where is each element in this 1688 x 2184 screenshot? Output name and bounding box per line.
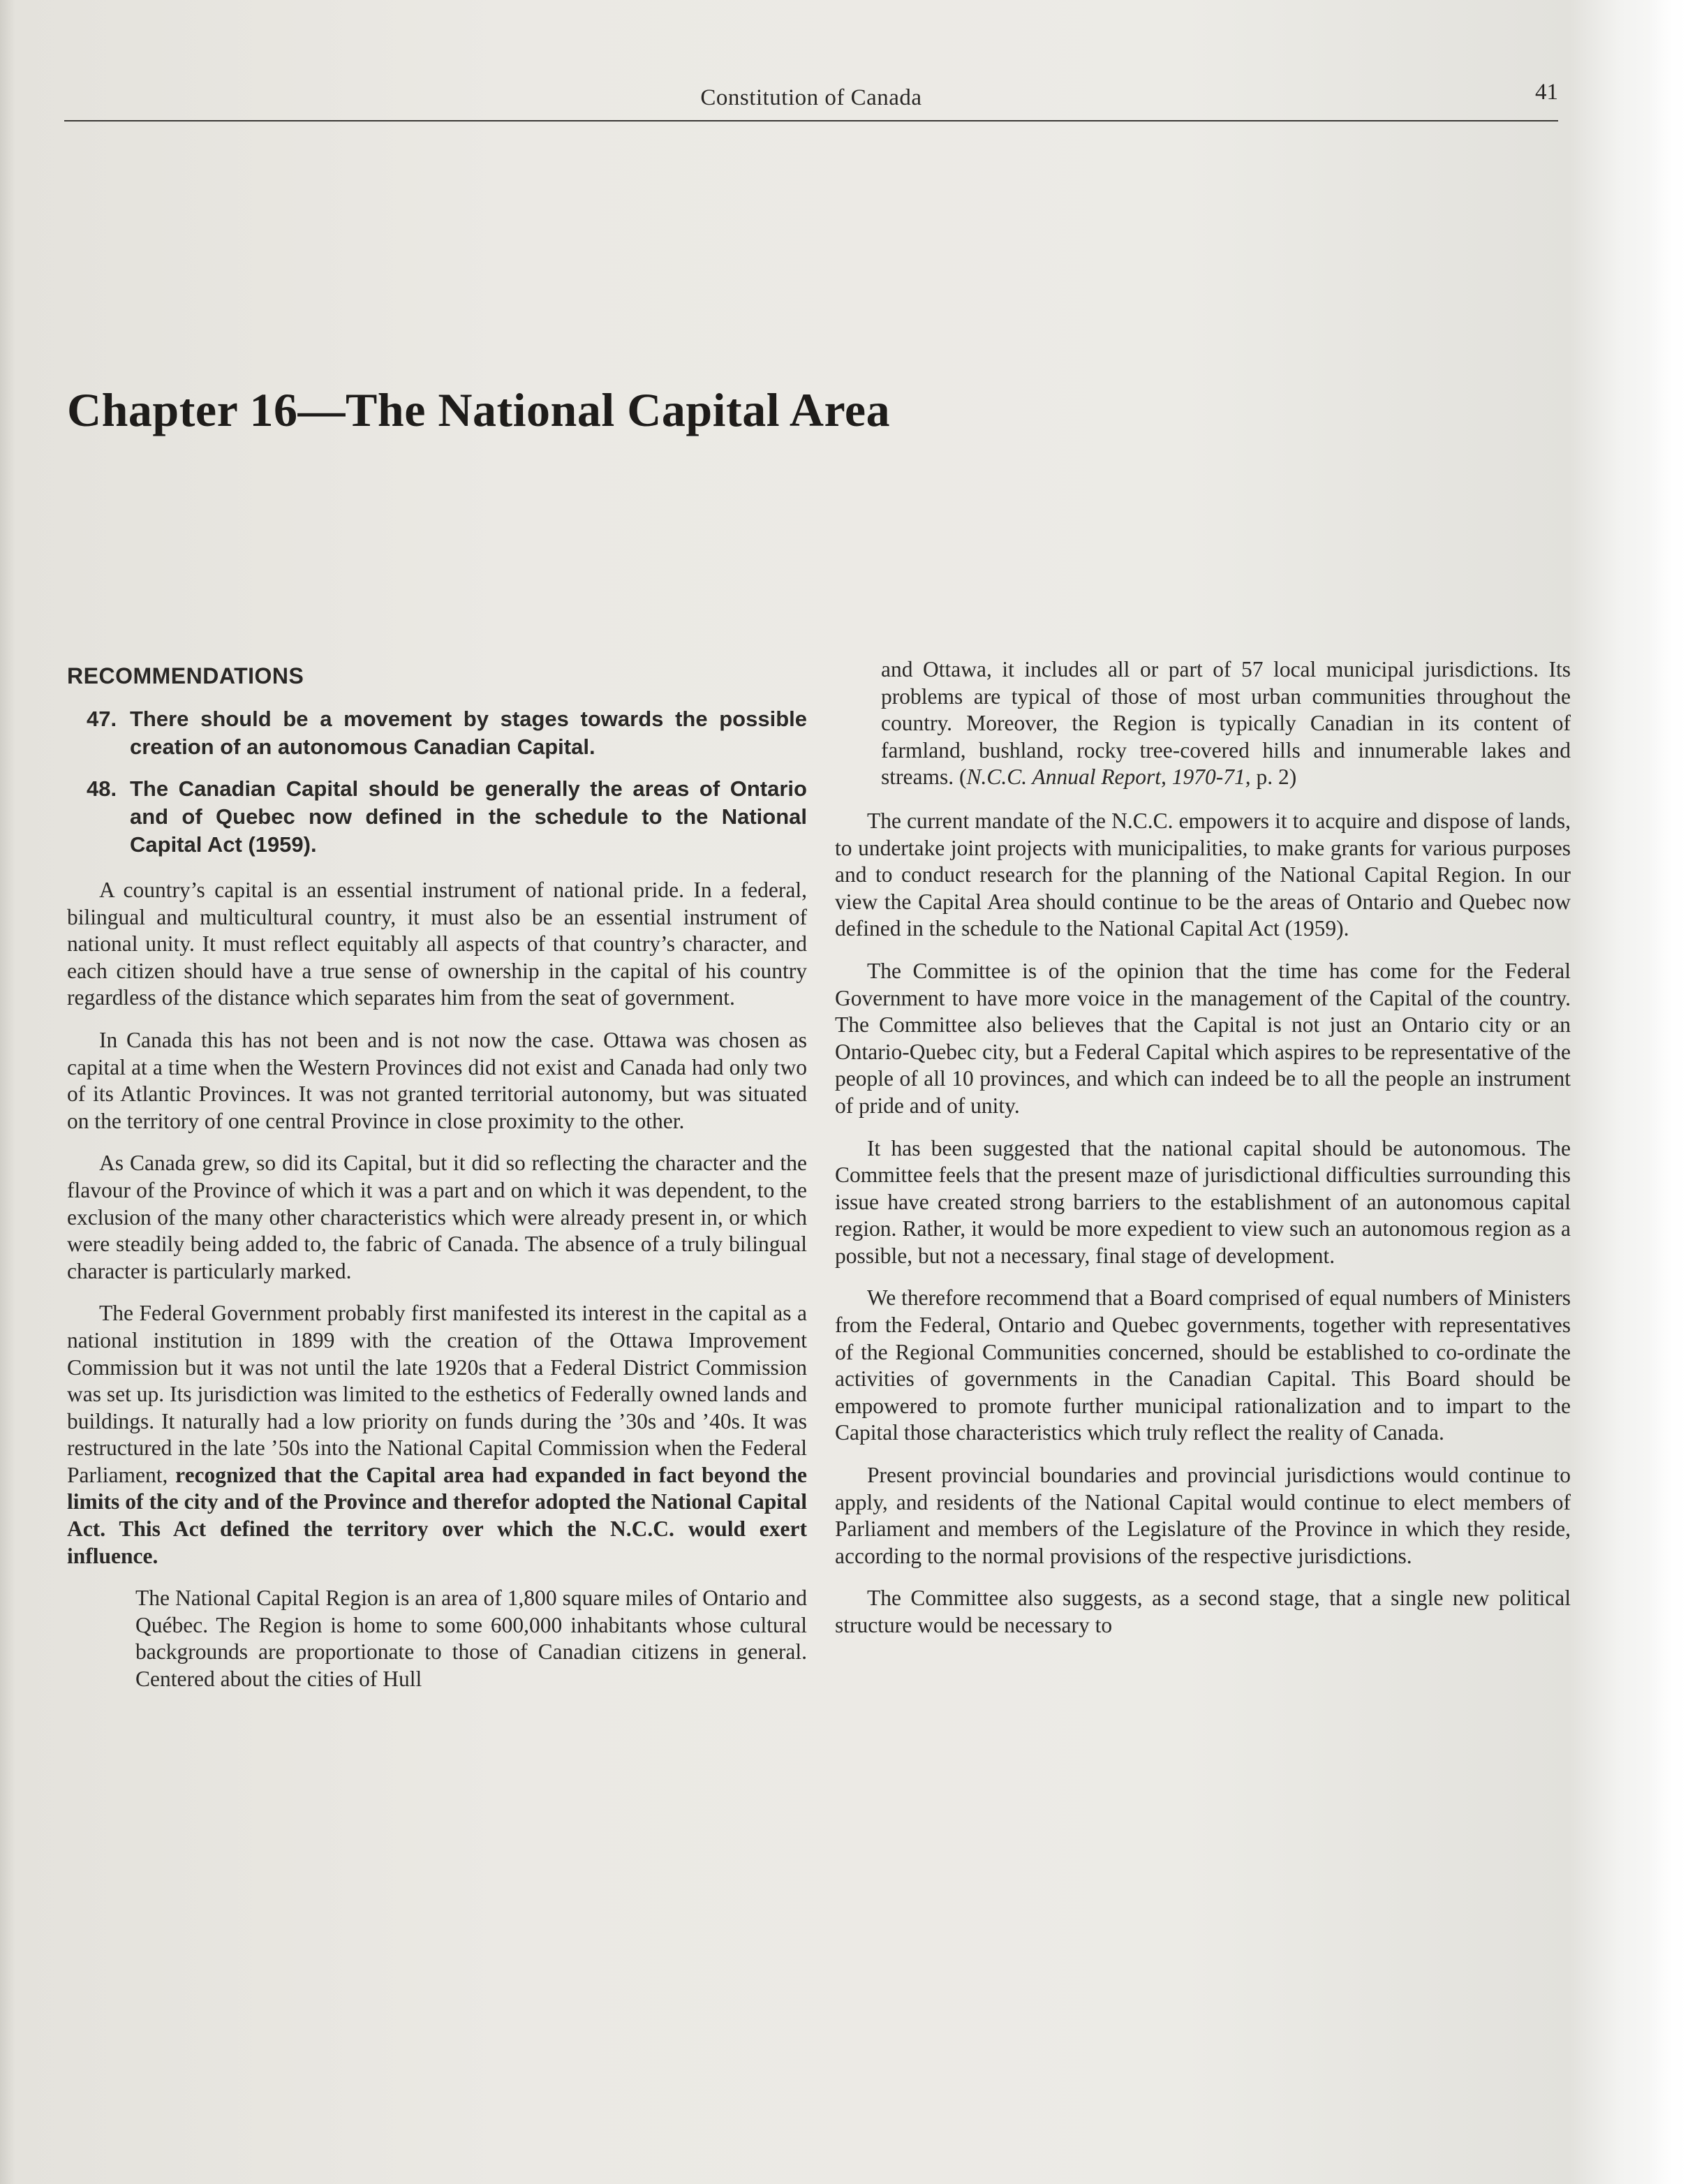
recommendation-text: The Canadian Capital should be generally the areas of Ontario and of Quebec now defined in the schedule to the National Capital Act (1959). (130, 776, 807, 857)
page-number: 41 (1535, 80, 1558, 105)
recommendation-item (67, 705, 807, 761)
recommendations-heading: RECOMMENDATIONS (67, 663, 304, 688)
running-title: Constitution of Canada (700, 85, 922, 110)
block-quote-continued: and Ottawa, it includes all or part of 57 local municipal jurisdictions. Its problems are typical of those of most urban communities throughout the country. Moreover, the Region is typically Canadian in its content of farmland, bushland, rocky tree-covered hills and innumerable lakes and streams. (N.C.C. Annual Report, 1970-71, p. 2) (881, 657, 1571, 790)
right-column (835, 656, 1571, 1655)
body-text: The Federal Government probably first manifested its interest in the capital as a national institution in 1899 with the creation of the Ottawa Improvement Commission but it was not until the late 1920s that a Federal District Commission was set up. Its jurisdiction was limited to the esthetics of Federally owned lands and buildings. It naturally had a low priority on funds during the ’30s and ’40s. It was restructured in the late ’50s into the National Capital Commission when the Federal Parliament, (67, 1301, 807, 1487)
bleed-through-text (61, 147, 75, 210)
scan-edge (1648, 0, 1688, 2184)
body-paragraph: We therefore recommend that a Board comprised of equal numbers of Ministers from the Federal, Ontario and Quebec governments, together with representatives of the Regional Communities concerned, should be established to co-ordinate the activities of governments in the Canadian Capital. This Board should be empowered to promote further municipal rationalization and to impart to the Capital those characteristics which truly reflect the reality of Canada. (835, 1285, 1571, 1445)
body-paragraph: The current mandate of the N.C.C. empowers it to acquire and dispose of lands, to undertake joint projects with municipalities, to make grants for various purposes and to conduct research for the planning of the National Capital Region. In our view the Capital Area should continue to be the areas of Ontario and Quebec now defined in the schedule to the National Capital Act (1959). (835, 808, 1571, 941)
recommendation-number: 48. (87, 776, 117, 801)
body-paragraph: The Committee is of the opinion that the time has come for the Federal Government to have more voice in the management of the Capital of the country. The Committee also believes that the Capital is not just an Ontario city or an Ontario-Quebec city, but a Federal Capital which aspires to be representative of the people of all 10 provinces, and which can indeed be to all the people an instrument of pride and of unity. (835, 958, 1571, 1118)
recommendation-item (67, 775, 807, 859)
running-header (64, 80, 1558, 121)
left-column (67, 662, 807, 1709)
quote-citation-page: p. 2) (1256, 765, 1297, 790)
body-paragraph: Present provincial boundaries and provincial jurisdictions would continue to apply, and residents of the National Capital would continue to elect members of Parliament and members of the Legislature of the Province in which they reside, according to the normal provisions of the respective jurisdictions. (835, 1463, 1571, 1568)
recommendation-text: There should be a movement by stages towards the possible creation of an autonomous Canadian Capital. (130, 707, 807, 759)
chapter-title: Chapter 16—The National Capital Area (67, 383, 891, 436)
recommendation-number: 47. (87, 707, 117, 731)
block-quote: The National Capital Region is an area of 1,800 square miles of Ontario and Québec. The Region is home to some 600,000 inhabitants whose cultural backgrounds are proportionate to those of Canadian citizens in general. Centered about the cities of Hull (135, 1586, 807, 1692)
body-text-bold: recognized that the Capital area had expanded in fact beyond the limits of the city and of the Province and therefor adopted the National Capital Act. This Act defined the territory over which the N.C.C. would exert influence. (67, 1462, 808, 1568)
body-paragraph: As Canada grew, so did its Capital, but it did so reflecting the character and the flavour of the Province of which it was a part and on which it was dependent, to the exclusion of the many other characteristics which were already present in, or which were steadily being added to, the fabric of Canada. The absence of a truly bilingual character is particularly marked. (67, 1151, 807, 1283)
body-paragraph: The Committee also suggests, as a second stage, that a single new political structure would be necessary to (835, 1586, 1571, 1637)
body-paragraph (67, 1300, 807, 1570)
body-paragraph: In Canada this has not been and is not now the case. Ottawa was chosen as capital at a time when the Western Provinces did not exist and Canada had only two of its Atlantic Provinces. It was not granted territorial autonomy, but was situated on the territory of one central Province in close proximity to the other. (67, 1027, 807, 1133)
binding-shadow (0, 0, 15, 2184)
body-paragraph: It has been suggested that the national capital should be autonomous. The Committee feels that the present maze of jurisdictional difficulties surrounding this issue have created strong barriers to the establishment of an autonomous capital region. Rather, it would be more expedient to view such an autonomous region as a possible, but not a necessary, final stage of development. (835, 1135, 1571, 1268)
quote-text: and Ottawa, it includes all or part of 57 local municipal jurisdictions. Its problems are typical of those of most urban communities throughout the country. Moreover, the Region is typically Canadian in its content of farmland, bushland, rocky tree-covered hills and innumerable lakes and streams. (881, 657, 1571, 790)
quote-citation-title: N.C.C. Annual Report, 1970-71, (966, 765, 1251, 790)
body-paragraph: A country’s capital is an essential instrument of national pride. In a federal, bilingual and multicultural country, it must also be an essential instrument of national unity. It must reflect equitably all aspects of that country’s character, and each citizen should have a true sense of ownership in the capital of his country regardless of the distance which separates him from the seat of government. (67, 878, 807, 1010)
